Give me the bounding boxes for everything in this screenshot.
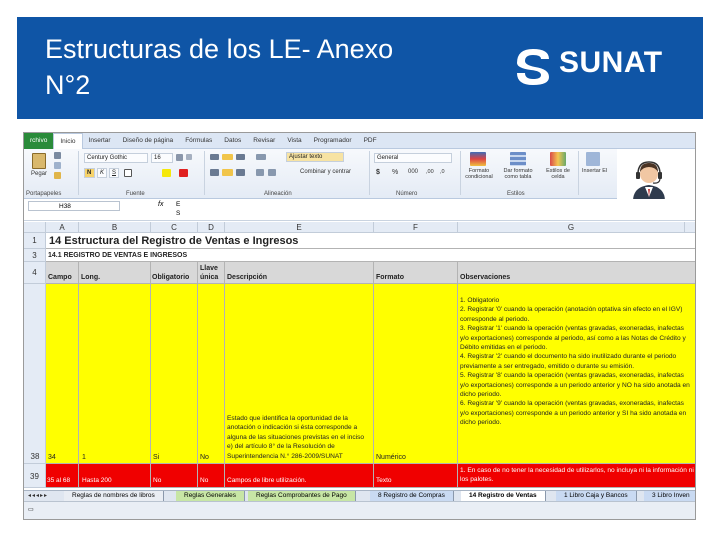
- column-header-f[interactable]: F: [374, 222, 458, 233]
- column-header-c[interactable]: C: [151, 222, 198, 233]
- sheet-title-cell[interactable]: [46, 233, 696, 249]
- ribbon: [24, 149, 696, 199]
- formula-value-line-2: S: [176, 210, 181, 217]
- header-obligatorio[interactable]: Obligatorio: [151, 262, 198, 284]
- ribbon-separator: [78, 151, 79, 195]
- value-formato-38: Numérico: [376, 454, 406, 461]
- align-center-icon[interactable]: [222, 169, 233, 176]
- decrease-indent-icon[interactable]: [256, 169, 264, 176]
- sheet-tab-libro-inventarios[interactable]: 3 Libro Inven: [644, 491, 696, 501]
- ribbon-tabs: [24, 133, 696, 149]
- grow-font-icon[interactable]: [176, 154, 183, 161]
- ribbon-separator: [578, 151, 579, 195]
- select-all-corner[interactable]: [24, 222, 46, 233]
- value-campo-38: 34: [48, 454, 56, 461]
- cell-styles-icon[interactable]: [550, 152, 566, 166]
- sheet-title: 14 Estructura del Registro de Ventas e Ingresos: [49, 235, 299, 247]
- observacion-item: 6. Registrar '9' cuando la operación (ventas gravadas, exoneradas, inafectas y/o exportaciones) corresponde a un periodo anterior y SI ha sido anotada en dicho periodo.: [460, 400, 687, 427]
- tab-revisar[interactable]: Revisar: [253, 137, 276, 144]
- slide-title-line-1: Estructuras de los LE- Anexo: [45, 34, 394, 64]
- font-color-icon[interactable]: [179, 169, 188, 177]
- sheet-tab-bar: [24, 490, 696, 501]
- formula-bar: [24, 199, 696, 221]
- table-format-icon[interactable]: [510, 152, 526, 166]
- header-llave-line-1: Llave: [200, 265, 218, 272]
- cell-long-39[interactable]: Hasta 200: [79, 464, 151, 488]
- tab-insertar[interactable]: Insertar: [88, 137, 111, 144]
- ribbon-separator: [460, 151, 461, 195]
- cell-obligatorio-39[interactable]: No: [151, 464, 198, 488]
- column-header-g[interactable]: G: [458, 222, 685, 233]
- sunat-emblem-icon: [511, 43, 555, 87]
- value-obligatorio-38: Si: [153, 454, 160, 461]
- cell-long-38[interactable]: [79, 284, 151, 464]
- status-ready-icon: ▭: [28, 507, 34, 513]
- insert-label-2: El: [602, 168, 608, 174]
- group-label-clipboard: Portapapeles: [26, 191, 62, 197]
- conditional-format-label-2: condicional: [465, 174, 493, 180]
- tab-pdf[interactable]: PDF: [363, 137, 377, 144]
- font-name-select[interactable]: Century Gothic: [84, 153, 148, 163]
- underline-button[interactable]: S: [109, 168, 119, 178]
- shrink-font-icon[interactable]: [186, 154, 192, 160]
- conditional-format-button[interactable]: [464, 168, 494, 180]
- increase-indent-icon[interactable]: [268, 169, 276, 176]
- align-top-icon[interactable]: [210, 154, 219, 160]
- paste-button[interactable]: Pegar: [31, 171, 48, 177]
- merge-center-button[interactable]: Combinar y centrar: [300, 169, 352, 175]
- tab-archivo[interactable]: rchivo: [24, 133, 53, 149]
- group-label-styles: Estilos: [507, 191, 525, 197]
- number-format-select[interactable]: General: [374, 153, 452, 163]
- value-long-38: 1: [82, 454, 86, 461]
- row-header-3[interactable]: 3: [24, 249, 46, 262]
- group-label-alignment: Alineación: [264, 191, 292, 197]
- align-bottom-icon[interactable]: [236, 154, 245, 160]
- group-label-number: Número: [396, 191, 418, 197]
- insert-label-1: Insertar: [582, 168, 601, 174]
- currency-button[interactable]: $: [376, 169, 380, 176]
- sheet-tab-registro-ventas[interactable]: 14 Registro de Ventas: [461, 491, 546, 501]
- ribbon-separator: [204, 151, 205, 195]
- table-format-button[interactable]: [500, 168, 536, 180]
- column-header-d[interactable]: D: [198, 222, 225, 233]
- header-llave-unica[interactable]: [198, 262, 225, 284]
- sheet-tab-reglas-nombres[interactable]: Reglas de nombres de libros: [64, 491, 164, 501]
- observacion-item: 1. Obligatorio: [460, 297, 500, 304]
- conditional-format-label-1: Formato: [468, 168, 490, 174]
- slide-title-line-2: N°2: [45, 70, 91, 100]
- align-right-icon[interactable]: [236, 169, 245, 176]
- bold-button[interactable]: N: [84, 168, 95, 178]
- tab-formulas[interactable]: Fórmulas: [185, 137, 213, 144]
- sheet-tab-reglas-comprobantes[interactable]: Reglas Comprobantes de Pago: [248, 491, 356, 501]
- row-header-4[interactable]: 4: [24, 262, 46, 284]
- cell-observaciones-38[interactable]: [458, 284, 696, 464]
- align-middle-icon[interactable]: [222, 154, 233, 160]
- sheet-tab-libro-caja[interactable]: 1 Libro Caja y Bancos: [556, 491, 637, 501]
- group-label-font: Fuente: [126, 191, 145, 197]
- observacion-item: 3. Registrar '1' cuando la operación (ventas gravadas, exoneradas, inafectas y/o exportaciones) corresponde al periodo, así como a las Notas de Crédito y Débito emitidas en el periodo.: [460, 325, 686, 352]
- cell-descripcion-39[interactable]: Campos de libre utilización.: [225, 464, 374, 488]
- excel-screenshot: [23, 132, 696, 520]
- observacion-item: 2. Registrar '0' cuando la operación (anotación optativa sin efecto en el IGV) corresponde al periodo.: [460, 306, 683, 323]
- cell-campo-39[interactable]: 35 al 68: [46, 464, 79, 488]
- status-bar: [24, 501, 696, 520]
- cell-formato-39[interactable]: Texto: [374, 464, 458, 488]
- header-llave-line-2: única: [200, 274, 219, 281]
- italic-button[interactable]: K: [97, 168, 107, 178]
- fx-icon[interactable]: fx: [158, 201, 164, 208]
- row-header-1[interactable]: 1: [24, 233, 46, 249]
- align-left-icon[interactable]: [210, 169, 219, 176]
- section-title-cell[interactable]: [46, 249, 696, 262]
- observacion-item: 5. Registrar '8' cuando la operación (ventas gravadas, exoneradas, inafectas y/o exportaciones) corresponde a un periodo anterior y NO ha sido anotada en dicho periodo.: [460, 372, 690, 399]
- insert-cells-icon[interactable]: [586, 152, 600, 166]
- sunat-logo: [511, 39, 683, 91]
- cell-styles-button[interactable]: [540, 168, 576, 180]
- fill-color-icon[interactable]: [162, 169, 171, 177]
- tab-datos[interactable]: Datos: [224, 137, 242, 144]
- cell-observaciones-39[interactable]: 1. En caso de no tener la necesidad de utilizarlos, no incluya ni la información ni los palotes.: [458, 464, 696, 488]
- column-header-e[interactable]: E: [225, 222, 374, 233]
- cell-llave-38[interactable]: [198, 284, 225, 464]
- copy-icon[interactable]: [54, 162, 61, 169]
- ribbon-separator: [369, 151, 370, 195]
- column-header-b[interactable]: B: [79, 222, 151, 233]
- row-number-38: 38: [30, 452, 40, 461]
- format-painter-icon[interactable]: [54, 172, 61, 179]
- sheet-tab-reglas-generales[interactable]: Reglas Generales: [176, 491, 245, 501]
- row-header-39[interactable]: 39: [24, 464, 46, 488]
- row-header-38[interactable]: [24, 284, 46, 464]
- sunat-logo-text: SUNAT: [559, 46, 663, 79]
- tab-vista[interactable]: Vista: [287, 137, 302, 144]
- cut-icon[interactable]: [54, 152, 61, 159]
- conditional-format-icon[interactable]: [470, 152, 486, 166]
- support-agent-icon: [627, 157, 671, 201]
- wrap-text-button[interactable]: Ajustar texto: [286, 152, 344, 162]
- header-observaciones[interactable]: Observaciones: [458, 262, 696, 284]
- tab-programador[interactable]: Programador: [313, 137, 352, 144]
- slide-title: [45, 31, 505, 103]
- tab-diseno-pagina[interactable]: Diseño de página: [122, 137, 174, 144]
- header-long[interactable]: Long.: [79, 262, 151, 284]
- font-size-select[interactable]: 16: [151, 153, 173, 163]
- slide-header: [17, 17, 703, 119]
- table-format-label-2: como tabla: [504, 174, 532, 180]
- observacion-item: 4. Registrar '2' cuando el documento ha sido inutilizado durante el periodo previamente a ser entregado, emitido o durante su emisión.: [460, 353, 677, 370]
- formula-value-line-1: E: [176, 201, 181, 208]
- header-campo[interactable]: Campo: [46, 262, 79, 284]
- column-header-blank[interactable]: [685, 222, 696, 233]
- insert-button[interactable]: [582, 168, 607, 174]
- percent-button[interactable]: %: [392, 169, 399, 176]
- increase-decimals-button[interactable]: ,00: [426, 169, 434, 175]
- formula-value[interactable]: [176, 200, 180, 218]
- cell-llave-39[interactable]: No: [198, 464, 225, 488]
- decrease-decimals-button[interactable]: ,0: [440, 169, 445, 175]
- paste-icon[interactable]: [32, 153, 46, 169]
- value-llave-38: No: [200, 454, 209, 461]
- cell-styles-label-2: celda: [551, 174, 565, 180]
- cell-obligatorio-38[interactable]: [151, 284, 198, 464]
- sheet-tab-registro-compras[interactable]: 8 Registro de Compras: [370, 491, 454, 501]
- cell-descripcion-38[interactable]: [225, 284, 374, 464]
- cell-formato-38[interactable]: [374, 284, 458, 464]
- header-descripcion[interactable]: Descripción: [225, 262, 374, 284]
- sheet-nav-arrows-icon[interactable]: ◂◂◂▸▸: [28, 493, 49, 499]
- value-descripcion-38: Estado que identifica la oportunidad de la anotación o indicación si ésta corresponde a alguna de las situaciones previstas en el inciso e) del artículo 8° de la Resolución de Superintendencia N.° 286-2009/SUNAT: [227, 414, 365, 460]
- cell-campo-38[interactable]: [46, 284, 79, 464]
- borders-icon[interactable]: [124, 169, 132, 177]
- thousands-button[interactable]: 000: [408, 169, 419, 175]
- header-formato[interactable]: Formato: [374, 262, 458, 284]
- orientation-icon[interactable]: [256, 154, 266, 160]
- cell-styles-label-1: Estilos de: [546, 168, 570, 174]
- table-format-label-1: Dar formato: [503, 168, 533, 174]
- section-title: 14.1 REGISTRO DE VENTAS E INGRESOS: [48, 252, 188, 259]
- column-header-a[interactable]: A: [46, 222, 79, 233]
- name-box[interactable]: H38: [28, 201, 120, 211]
- tab-inicio[interactable]: Inicio: [53, 133, 82, 149]
